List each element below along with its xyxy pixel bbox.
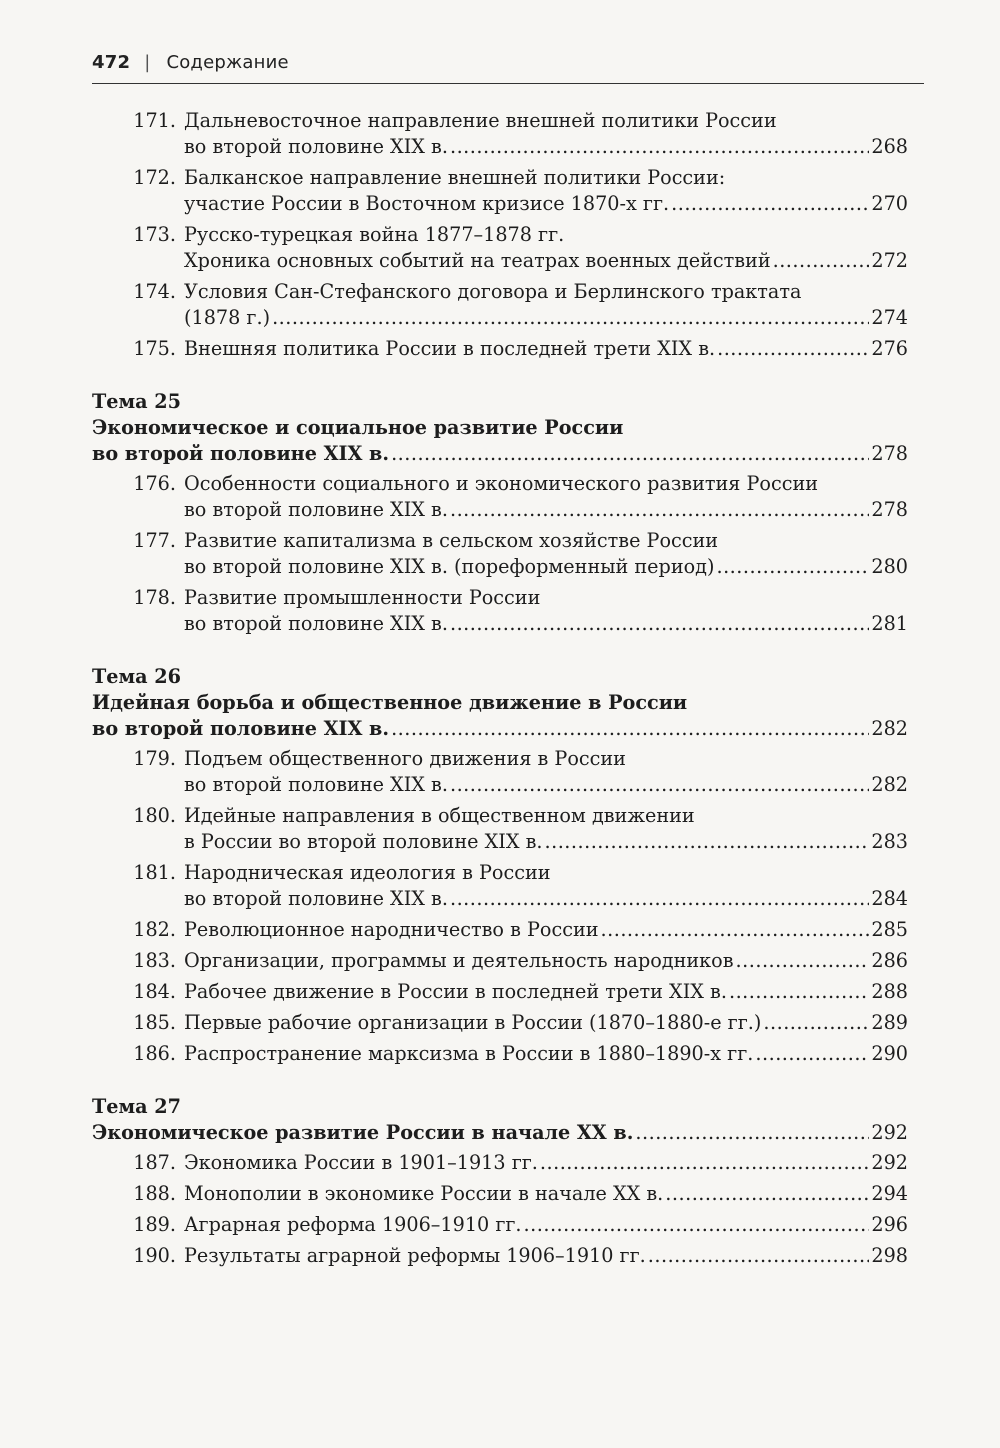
entry-page-number: 280 (871, 555, 908, 578)
dot-leader (450, 134, 869, 160)
toc-entry[interactable] (92, 917, 908, 943)
entry-page-number: 268 (871, 135, 908, 158)
dot-leader (736, 948, 870, 974)
entry-number: 179. (133, 747, 176, 770)
entry-title-line: Экономика России в 1901–1913 гг. (184, 1151, 538, 1174)
entry-number: 184. (133, 980, 176, 1003)
entry-title-line: Внешняя политика России в последней трети XIX в. (184, 337, 716, 360)
entry-body (184, 1181, 908, 1207)
dot-leader (635, 1120, 869, 1146)
dot-leader (545, 829, 870, 855)
toc-theme-heading[interactable] (92, 664, 908, 742)
toc-entry[interactable] (92, 1150, 908, 1176)
entry-title-line: Монополии в экономике России в начале XX в. (184, 1182, 664, 1205)
entry-page-number: 284 (871, 887, 908, 910)
entry-title-line: во второй половине XIX в. (92, 717, 390, 740)
entry-page-number: 289 (871, 1011, 908, 1034)
entry-title-line: Экономическое развитие России в начале XX в. (92, 1121, 634, 1144)
entry-number: 177. (133, 529, 176, 552)
theme-label: Тема 25 (92, 390, 181, 413)
toc-leader-line (184, 772, 908, 798)
entry-page-number: 278 (871, 442, 908, 465)
entry-title-line: Идейные направления в общественном движении (184, 804, 695, 827)
dot-leader (450, 772, 869, 798)
toc-entry[interactable] (92, 1212, 908, 1238)
entry-page-number: 288 (871, 980, 908, 1003)
entry-number: 181. (133, 861, 176, 884)
dot-leader (671, 191, 869, 217)
entry-body (184, 471, 908, 523)
page-number: 472 (92, 52, 131, 73)
toc-leader-line (92, 716, 908, 742)
entry-title-line: во второй половине XIX в. (184, 612, 448, 635)
dot-leader (773, 248, 870, 274)
entry-body (184, 1212, 908, 1238)
entry-page-number: 281 (871, 612, 908, 635)
entry-page-number: 290 (871, 1042, 908, 1065)
entry-title-line: Организации, программы и деятельность народников (184, 949, 734, 972)
entry-title-line: Условия Сан-Стефанского договора и Берлинского трактата (184, 280, 802, 303)
toc-leader-line (184, 554, 908, 580)
toc-entry[interactable] (92, 1010, 908, 1036)
entry-title-line: Хроника основных событий на театрах военных действий (184, 249, 771, 272)
entry-body (184, 803, 908, 855)
dot-leader (601, 917, 870, 943)
header-rule (92, 83, 924, 84)
entry-number: 189. (133, 1213, 176, 1236)
toc-entry[interactable] (92, 1041, 908, 1067)
entry-title-line: Дальневосточное направление внешней политики России (184, 109, 777, 132)
entry-title-line: в России во второй половине XIX в. (184, 830, 543, 853)
toc-entry[interactable] (92, 108, 908, 160)
toc-entry[interactable] (92, 471, 908, 523)
toc-leader-line (184, 336, 908, 362)
toc-entry[interactable] (92, 336, 908, 362)
entry-page-number: 282 (871, 773, 908, 796)
toc-leader-line (184, 948, 908, 974)
entry-number: 187. (133, 1151, 176, 1174)
toc-leader-line (184, 134, 908, 160)
entry-body (184, 336, 908, 362)
toc-entry[interactable] (92, 165, 908, 217)
entry-number: 180. (133, 804, 176, 827)
entry-body (184, 528, 908, 580)
entry-title-line: во второй половине XIX в. (184, 773, 448, 796)
toc-leader-line (184, 1181, 908, 1207)
toc-leader-line (184, 305, 908, 331)
toc-leader-line (184, 497, 908, 523)
toc-theme-heading[interactable] (92, 389, 908, 467)
dot-leader (716, 554, 869, 580)
entry-title-line: Первые рабочие организации в России (1870–1880-е гг.) (184, 1011, 762, 1034)
toc-leader-line (92, 1120, 908, 1146)
entry-number: 185. (133, 1011, 176, 1034)
entry-number: 190. (133, 1244, 176, 1267)
entry-page-number: 296 (871, 1213, 908, 1236)
entry-page-number: 270 (871, 192, 908, 215)
toc-entry[interactable] (92, 948, 908, 974)
theme-title-line: Идейная борьба и общественное движение в России (92, 691, 688, 714)
entry-title-line: участие России в Восточном кризисе 1870-х гг. (184, 192, 670, 215)
entry-body (184, 746, 908, 798)
entry-body (184, 1150, 908, 1176)
entry-number: 176. (133, 472, 176, 495)
entry-number: 175. (133, 337, 176, 360)
toc-entry[interactable] (92, 1181, 908, 1207)
entry-page-number: 278 (871, 498, 908, 521)
toc-leader-line (184, 1243, 908, 1269)
running-head-title: Содержание (166, 52, 289, 73)
entry-number: 174. (133, 280, 176, 303)
entry-page-number: 272 (871, 249, 908, 272)
entry-number: 182. (133, 918, 176, 941)
toc-theme-heading[interactable] (92, 1094, 908, 1146)
entry-title-line: Революционное народничество в России (184, 918, 599, 941)
dot-leader (524, 1212, 870, 1238)
dot-leader (729, 979, 869, 1005)
toc-entry[interactable] (92, 803, 908, 855)
entry-title-line: Особенности социального и экономического развития России (184, 472, 819, 495)
toc-entry[interactable] (92, 979, 908, 1005)
running-head (92, 52, 289, 73)
toc-entry[interactable] (92, 222, 908, 274)
entry-title-line: Народническая идеология в России (184, 861, 551, 884)
entry-title-line: Развитие промышленности России (184, 586, 541, 609)
entry-title-line: Распространение марксизма в России в 1880–1890-х гг. (184, 1042, 754, 1065)
entry-title-line: Подъем общественного движения в России (184, 747, 626, 770)
entry-title-line: Результаты аграрной реформы 1906–1910 гг. (184, 1244, 646, 1267)
toc-entry[interactable] (92, 746, 908, 798)
entry-number: 178. (133, 586, 176, 609)
entry-page-number: 283 (871, 830, 908, 853)
theme-label: Тема 26 (92, 665, 181, 688)
theme-label: Тема 27 (92, 1095, 181, 1118)
entry-page-number: 286 (871, 949, 908, 972)
dot-leader (391, 441, 869, 467)
toc-entry[interactable] (92, 279, 908, 331)
theme-title-line: Экономическое и социальное развитие России (92, 416, 624, 439)
entry-number: 183. (133, 949, 176, 972)
toc-entry[interactable] (92, 1243, 908, 1269)
toc-leader-line (184, 1150, 908, 1176)
toc-leader-line (184, 611, 908, 637)
entry-body (184, 860, 908, 912)
entry-body (184, 979, 908, 1005)
toc-leader-line (184, 1010, 908, 1036)
entry-page-number: 285 (871, 918, 908, 941)
entry-page-number: 292 (871, 1151, 908, 1174)
entry-page-number: 292 (871, 1121, 908, 1144)
entry-body (184, 279, 908, 331)
entry-title-line: во второй половине XIX в. (184, 135, 448, 158)
entry-body (184, 917, 908, 943)
toc-leader-line (184, 248, 908, 274)
dot-leader (648, 1243, 870, 1269)
entry-title-line: (1878 г.) (184, 306, 271, 329)
entry-title-line: Рабочее движение в России в последней трети XIX в. (184, 980, 727, 1003)
toc-leader-line (184, 191, 908, 217)
toc-leader-line (184, 1212, 908, 1238)
toc-leader-line (184, 917, 908, 943)
toc-leader-line (184, 979, 908, 1005)
entry-title-line: Развитие капитализма в сельском хозяйстве России (184, 529, 719, 552)
entry-number: 171. (133, 109, 176, 132)
entry-title-line: во второй половине XIX в. (184, 498, 448, 521)
entry-page-number: 298 (871, 1244, 908, 1267)
toc-leader-line (184, 829, 908, 855)
dot-leader (717, 336, 869, 362)
dot-leader (665, 1181, 869, 1207)
entry-body (184, 948, 908, 974)
entry-title-line: во второй половине XIX в. (пореформенный период) (184, 555, 715, 578)
entry-title-line: во второй половине XIX в. (184, 887, 448, 910)
entry-page-number: 276 (871, 337, 908, 360)
toc-leader-line (184, 886, 908, 912)
entry-body (184, 1041, 908, 1067)
table-of-contents (92, 108, 908, 1274)
dot-leader (450, 886, 869, 912)
entry-body (184, 108, 908, 160)
dot-leader (450, 611, 869, 637)
entry-page-number: 274 (871, 306, 908, 329)
entry-number: 173. (133, 223, 176, 246)
entry-body (184, 585, 908, 637)
header-separator: | (144, 52, 151, 73)
entry-title-line: Русско-турецкая война 1877–1878 гг. (184, 223, 565, 246)
toc-entry[interactable] (92, 585, 908, 637)
dot-leader (755, 1041, 869, 1067)
toc-entry[interactable] (92, 860, 908, 912)
entry-page-number: 282 (871, 717, 908, 740)
entry-number: 186. (133, 1042, 176, 1065)
toc-entry[interactable] (92, 528, 908, 580)
entry-page-number: 294 (871, 1182, 908, 1205)
entry-number: 188. (133, 1182, 176, 1205)
entry-number: 172. (133, 166, 176, 189)
toc-leader-line (184, 1041, 908, 1067)
entry-body (184, 1243, 908, 1269)
dot-leader (763, 1010, 869, 1036)
entry-title-line: Балканское направление внешней политики России: (184, 166, 726, 189)
entry-body (184, 222, 908, 274)
dot-leader (540, 1150, 869, 1176)
entry-body (184, 165, 908, 217)
dot-leader (391, 716, 869, 742)
dot-leader (272, 305, 869, 331)
entry-title-line: во второй половине XIX в. (92, 442, 390, 465)
dot-leader (450, 497, 869, 523)
entry-body (184, 1010, 908, 1036)
entry-title-line: Аграрная реформа 1906–1910 гг. (184, 1213, 522, 1236)
toc-leader-line (92, 441, 908, 467)
